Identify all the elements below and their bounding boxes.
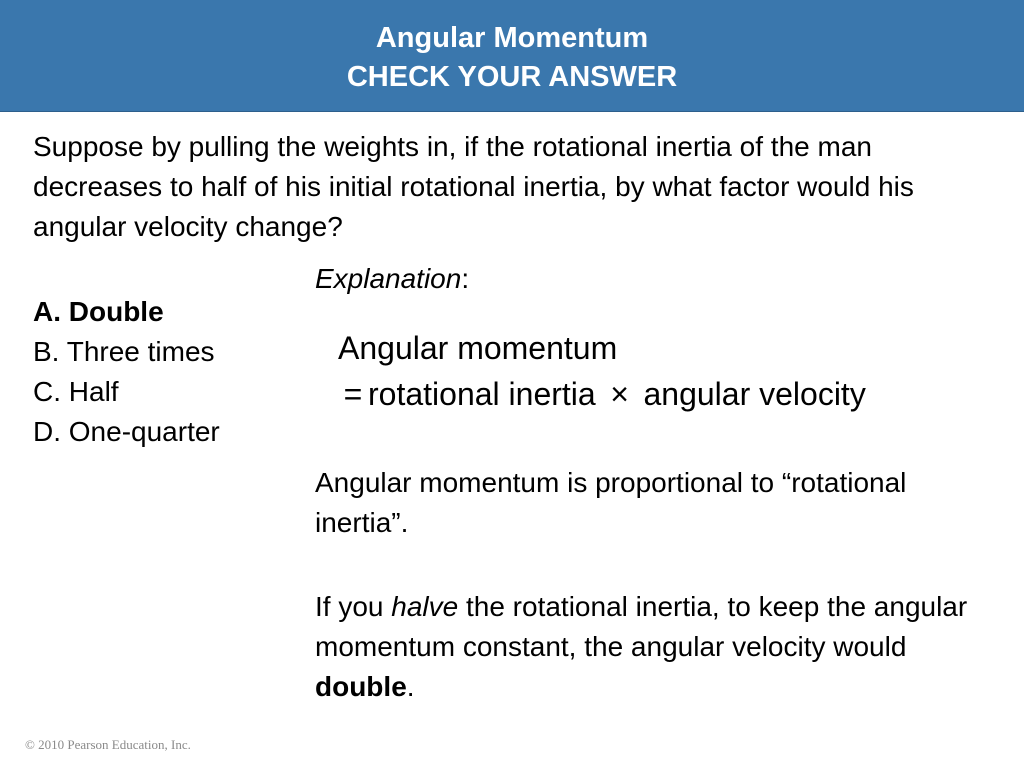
emphasis-halve: halve xyxy=(391,591,459,622)
option-a: A. Double xyxy=(33,296,164,327)
explanation-paragraph-2 xyxy=(315,587,1005,707)
option-c: C. Half xyxy=(33,376,119,407)
option-d: D. One-quarter xyxy=(33,416,220,447)
slide-title: Angular Momentum xyxy=(375,22,649,54)
option-b: B. Three times xyxy=(33,336,215,367)
formula-term-angular-velocity: angular velocity xyxy=(643,376,866,412)
paragraph-2-start: If you xyxy=(315,591,392,622)
copyright-notice: © 2010 Pearson Education, Inc. xyxy=(25,737,191,752)
equals-sign: = xyxy=(343,376,363,412)
answer-options xyxy=(33,292,220,452)
explanation-paragraph-1: Angular momentum is proportional to “rotational inertia”. xyxy=(315,467,907,538)
times-sign: × xyxy=(610,376,629,412)
formula xyxy=(338,325,866,417)
formula-line-2 xyxy=(338,371,866,417)
bold-double: double xyxy=(315,671,407,702)
slide-title-bar xyxy=(0,0,1024,112)
explanation-colon: : xyxy=(461,263,470,294)
formula-line-1: Angular momentum xyxy=(338,330,618,366)
question-text: Suppose by pulling the weights in, if the rotational inertia of the man decreases to half of his initial rotational inertia, by what factor would his angular velocity change? xyxy=(33,131,914,242)
slide-subtitle: CHECK YOUR ANSWER xyxy=(346,61,678,93)
explanation-label: Explanation xyxy=(315,263,462,294)
paragraph-2-end: . xyxy=(406,671,415,702)
formula-term-rotational-inertia: rotational inertia xyxy=(368,376,596,412)
explanation-heading xyxy=(315,259,469,299)
paragraph-2-middle: the rotational inertia, to keep the angular momentum constant, the angular velocity would xyxy=(315,591,968,662)
